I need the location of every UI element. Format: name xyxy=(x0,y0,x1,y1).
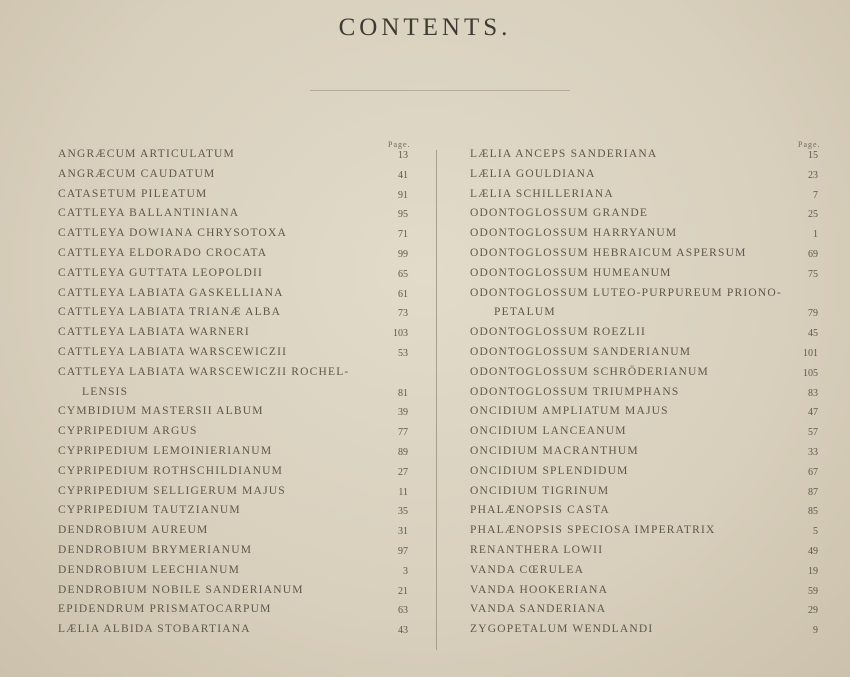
column-divider xyxy=(436,150,437,650)
entry-name: LÆLIA SCHILLERIANA xyxy=(470,187,614,200)
entry-name: PHALÆNOPSIS CASTA xyxy=(470,504,610,517)
entry-name: CATTLEYA LABIATA WARSCEWICZII ROCHEL- xyxy=(58,365,350,378)
entry-name: CATASETUM PILEATUM xyxy=(58,187,208,200)
contents-entry xyxy=(470,343,818,363)
entry-name: CATTLEYA ELDORADO CROCATA xyxy=(58,246,268,259)
contents-entry xyxy=(58,600,408,620)
entry-name: ODONTOGLOSSUM HUMEANUM xyxy=(470,266,672,279)
entry-page-number: 9 xyxy=(813,625,818,637)
entry-name: CYPRIPEDIUM ARGUS xyxy=(58,425,198,438)
contents-entry xyxy=(470,541,818,561)
entry-name: CYMBIDIUM MASTERSII ALBUM xyxy=(58,405,264,418)
contents-entry xyxy=(470,204,818,224)
entry-name: LÆLIA ANCEPS SANDERIANA xyxy=(470,148,658,160)
contents-entry xyxy=(58,204,408,224)
left-contents-column xyxy=(58,145,408,640)
entry-name: LÆLIA ALBIDA STOBARTIANA xyxy=(58,623,251,636)
entry-name: ONCIDIUM LANCEANUM xyxy=(470,425,627,438)
entry-name: ODONTOGLOSSUM SANDERIANUM xyxy=(470,345,692,358)
contents-entry xyxy=(470,224,818,244)
entry-page-number: 15 xyxy=(808,150,818,161)
entry-name: ODONTOGLOSSUM SCHRÖDERIANUM xyxy=(470,365,709,378)
entry-page-number: 49 xyxy=(808,545,818,557)
entry-page-number: 45 xyxy=(808,328,818,340)
entry-name: DENDROBIUM AUREUM xyxy=(58,524,209,537)
entry-page-number: 91 xyxy=(398,189,408,201)
entry-page-number: 29 xyxy=(808,605,818,617)
entry-name: ODONTOGLOSSUM TRIUMPHANS xyxy=(470,385,680,398)
contents-entry xyxy=(58,521,408,541)
entry-page-number: 7 xyxy=(813,189,818,201)
entry-name: CYPRIPEDIUM SELLIGERUM MAJUS xyxy=(58,484,286,497)
entry-name: VANDA CŒRULEA xyxy=(470,563,585,576)
entry-page-number: 35 xyxy=(398,506,408,518)
contents-entry xyxy=(58,145,408,165)
contents-entry xyxy=(58,244,408,264)
right-contents-column xyxy=(470,145,818,640)
entry-page-number: 39 xyxy=(398,407,408,419)
contents-entry xyxy=(470,402,818,422)
contents-entry xyxy=(470,442,818,462)
contents-entry xyxy=(470,422,818,442)
contents-entry xyxy=(470,303,818,323)
entry-page-number: 59 xyxy=(808,585,818,597)
entry-name: EPIDENDRUM PRISMATOCARPUM xyxy=(58,603,272,616)
entry-page-number: 3 xyxy=(403,565,408,577)
entry-page-number: 65 xyxy=(398,268,408,280)
entry-page-number: 41 xyxy=(398,169,408,181)
contents-entry xyxy=(58,501,408,521)
entry-page-number: 67 xyxy=(808,466,818,478)
entry-page-number: 33 xyxy=(808,446,818,458)
entry-page-number: 89 xyxy=(398,446,408,458)
entry-page-number: 81 xyxy=(398,387,408,399)
entry-page-number: 95 xyxy=(398,209,408,221)
page-title: CONTENTS. xyxy=(338,14,512,41)
entry-page-number: 69 xyxy=(808,248,818,260)
entry-name: ONCIDIUM SPLENDIDUM xyxy=(470,464,629,477)
entry-name: CYPRIPEDIUM ROTHSCHILDIANUM xyxy=(58,464,284,477)
contents-entry xyxy=(58,185,408,205)
contents-entry xyxy=(470,264,818,284)
entry-name: LÆLIA GOULDIANA xyxy=(470,167,596,180)
entry-page-number: 83 xyxy=(808,387,818,399)
contents-entry xyxy=(58,581,408,601)
contents-entry xyxy=(470,462,818,482)
entry-name: ANGRÆCUM CAUDATUM xyxy=(58,167,216,180)
title-divider xyxy=(310,90,570,91)
entry-name: DENDROBIUM LEECHIANUM xyxy=(58,563,241,576)
entry-name: CATTLEYA LABIATA TRIANÆ ALBA xyxy=(58,306,282,319)
entry-page-number: 71 xyxy=(398,229,408,241)
entry-page-number: 99 xyxy=(398,248,408,260)
contents-entry xyxy=(58,165,408,185)
entry-name: CATTLEYA LABIATA WARNERI xyxy=(58,326,250,339)
entry-name: ODONTOGLOSSUM LUTEO-PURPUREUM PRIONO- xyxy=(470,286,782,299)
contents-entry xyxy=(470,600,818,620)
contents-entry xyxy=(470,482,818,502)
contents-entry xyxy=(58,442,408,462)
contents-entry xyxy=(58,422,408,442)
contents-entry xyxy=(470,521,818,541)
entry-name: DENDROBIUM BRYMERIANUM xyxy=(58,543,253,556)
entry-page-number: 27 xyxy=(398,466,408,478)
entry-name: ONCIDIUM AMPLIATUM MAJUS xyxy=(470,405,669,418)
entry-page-number: 57 xyxy=(808,427,818,439)
entry-page-number: 87 xyxy=(808,486,818,498)
entry-page-number: 31 xyxy=(398,526,408,538)
entry-name: ZYGOPETALUM WENDLANDI xyxy=(470,623,654,636)
contents-entry xyxy=(470,284,818,304)
entry-name: ODONTOGLOSSUM GRANDE xyxy=(470,207,649,220)
right-page-column-header: Page. xyxy=(798,140,821,149)
contents-entry xyxy=(58,402,408,422)
contents-entry xyxy=(58,284,408,304)
entry-name: ONCIDIUM MACRANTHUM xyxy=(470,444,639,457)
contents-entry xyxy=(58,343,408,363)
entry-page-number: 13 xyxy=(398,150,408,161)
entry-name: LENSIS xyxy=(82,385,129,398)
entry-name: CATTLEYA LABIATA WARSCEWICZII xyxy=(58,345,288,358)
contents-entry xyxy=(470,363,818,383)
contents-entry xyxy=(58,303,408,323)
contents-entry xyxy=(58,541,408,561)
entry-page-number: 11 xyxy=(398,486,408,498)
entry-page-number: 101 xyxy=(803,347,818,359)
contents-entry xyxy=(58,224,408,244)
entry-page-number: 19 xyxy=(808,565,818,577)
entry-page-number: 77 xyxy=(398,427,408,439)
contents-entry xyxy=(58,462,408,482)
contents-entry xyxy=(470,323,818,343)
entry-name: CATTLEYA BALLANTINIANA xyxy=(58,207,240,220)
entry-name: VANDA SANDERIANA xyxy=(470,603,607,616)
entry-page-number: 97 xyxy=(398,545,408,557)
contents-entry xyxy=(470,501,818,521)
entry-page-number: 75 xyxy=(808,268,818,280)
entry-page-number: 61 xyxy=(398,288,408,300)
entry-name: PHALÆNOPSIS SPECIOSA IMPERATRIX xyxy=(470,524,716,537)
entry-page-number: 43 xyxy=(398,625,408,637)
contents-entry xyxy=(470,561,818,581)
contents-entry xyxy=(58,482,408,502)
entry-page-number: 73 xyxy=(398,308,408,320)
entry-page-number: 47 xyxy=(808,407,818,419)
entry-name: DENDROBIUM NOBILE SANDERIANUM xyxy=(58,583,304,596)
entry-page-number: 63 xyxy=(398,605,408,617)
entry-page-number: 21 xyxy=(398,585,408,597)
entry-page-number: 53 xyxy=(398,347,408,359)
entry-page-number: 79 xyxy=(808,308,818,320)
contents-entry xyxy=(470,244,818,264)
entry-page-number: 105 xyxy=(803,367,818,379)
entry-page-number: 1 xyxy=(813,229,818,241)
contents-entry xyxy=(470,165,818,185)
contents-entry xyxy=(58,363,408,383)
entry-name: ODONTOGLOSSUM HEBRAICUM ASPERSUM xyxy=(470,246,747,259)
contents-entry xyxy=(58,383,408,403)
entry-name: CATTLEYA DOWIANA CHRYSOTOXA xyxy=(58,227,287,240)
contents-entry xyxy=(58,323,408,343)
entry-name: RENANTHERA LOWII xyxy=(470,543,604,556)
entry-page-number: 25 xyxy=(808,209,818,221)
entry-page-number: 85 xyxy=(808,506,818,518)
left-page-column-header: Page. xyxy=(388,140,411,149)
contents-entry xyxy=(470,185,818,205)
entry-name: PETALUM xyxy=(494,306,556,319)
contents-entry xyxy=(58,561,408,581)
entry-name: ANGRÆCUM ARTICULATUM xyxy=(58,148,235,160)
contents-entry xyxy=(470,620,818,640)
entry-name: CYPRIPEDIUM LEMOINIERIANUM xyxy=(58,444,273,457)
entry-name: CATTLEYA LABIATA GASKELLIANA xyxy=(58,286,284,299)
entry-name: VANDA HOOKERIANA xyxy=(470,583,609,596)
contents-entry xyxy=(470,581,818,601)
entry-page-number: 5 xyxy=(813,526,818,538)
entry-name: CYPRIPEDIUM TAUTZIANUM xyxy=(58,504,241,517)
entry-page-number: 23 xyxy=(808,169,818,181)
contents-entry xyxy=(470,145,818,165)
entry-name: CATTLEYA GUTTATA LEOPOLDII xyxy=(58,266,264,279)
contents-entry xyxy=(58,264,408,284)
entry-page-number: 103 xyxy=(393,328,408,340)
entry-name: ONCIDIUM TIGRINUM xyxy=(470,484,610,497)
entry-name: ODONTOGLOSSUM HARRYANUM xyxy=(470,227,678,240)
entry-name: ODONTOGLOSSUM ROEZLII xyxy=(470,326,647,339)
contents-entry xyxy=(470,383,818,403)
contents-entry xyxy=(58,620,408,640)
